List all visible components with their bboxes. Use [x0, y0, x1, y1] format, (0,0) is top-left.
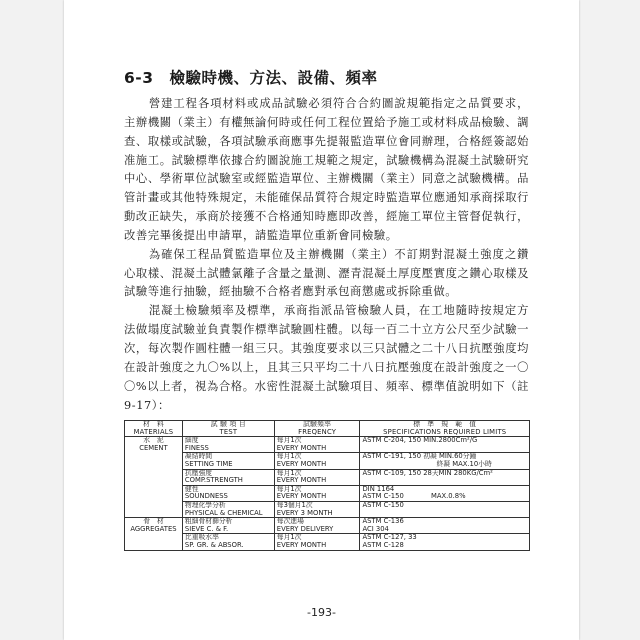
- header-test: 試 驗 項 目 TEST: [182, 421, 274, 437]
- paragraph-3: 混凝土檢驗頻率及標準，承商指派品管檢驗人員，在工地隨時按規定方法做塌度試驗並負責製作標準試驗圓柱體。以每一百二十立方公尺至少試驗一次，每次製作圓柱體一組三只。其強度要求以三只試體之二十八日抗壓強度均在設計強度之九〇%以上，且其三只平均二十八日抗壓強度在設計強度之一〇〇%以上者，視為合格。水密性混凝土試驗項目、頻率、標準值說明如下（註9-17）：: [124, 304, 529, 412]
- frequency-cell: 每次進場 EVERY DELIVERY: [274, 518, 360, 534]
- body-text: [124, 95, 529, 415]
- test-cell: 物理化學分析 PHYSICAL & CHEMICAL: [182, 501, 274, 517]
- table-row: [125, 453, 530, 469]
- material-cement: 水 泥 CEMENT: [125, 437, 183, 518]
- table-header-row: [125, 421, 530, 437]
- spec-cell: ASTM C-150: [360, 501, 530, 517]
- page-number: -193-: [307, 606, 336, 619]
- header-frequency: 試驗頻率 FREQENCY: [274, 421, 360, 437]
- test-cell: 抗壓強度 COMP.STRENGTH: [182, 469, 274, 485]
- test-cell: 比重吸水率 SP. GR. & ABSOR.: [182, 534, 274, 550]
- document-page: [64, 0, 579, 640]
- section-heading: 6-3 檢驗時機、方法、設備、頻率: [124, 69, 378, 87]
- spec-cell: ASTM C-136 ACI 304: [360, 518, 530, 534]
- table-row: [125, 501, 530, 517]
- frequency-cell: 每月1次 EVERY MONTH: [274, 469, 360, 485]
- test-cell: 健性 SOUNDNESS: [182, 485, 274, 501]
- table-row: [125, 485, 530, 501]
- frequency-cell: 每3個月1次 EVERY 3 MONTH: [274, 501, 360, 517]
- material-aggregates: 骨 材 AGGREGATES: [125, 518, 183, 550]
- frequency-cell: 每月1次 EVERY MONTH: [274, 453, 360, 469]
- test-cell: 粗細骨材篩分析 SIEVE C. & F.: [182, 518, 274, 534]
- frequency-cell: 每月1次 EVERY MONTH: [274, 437, 360, 453]
- spec-cell: DIN 1164 ASTM C-150 MAX.0.8%: [360, 485, 530, 501]
- paragraph-1: 營建工程各項材料或成品試驗必須符合合約圖說規範指定之品質要求，主辦機關（業主）有權無論何時或任何工程位置給予施工或材料成品檢驗、調查、取樣或試驗，各項試驗承商應事先提報監造單位會同辦理，合格經簽認始准施工。試驗標準依據合約圖說施工規範之規定，試驗機構為混凝土試驗研究中心、學術單位試驗室或經監造單位、主辦機關（業主）同意之試驗機構。品管計畫或其他特殊規定，未能確保品質符合規定時監造單位應通知承商採取行動改正缺失，承商於接獲不合格通知時應即改善，經施工單位主管督促執行，改善完畢後提出申請單，請監造單位重新會同檢驗。: [124, 97, 529, 242]
- spec-cell: ASTM C-127, 33 ASTM C-128: [360, 534, 530, 550]
- header-materials: 材 料 MATERIALS: [125, 421, 183, 437]
- spec-cell: ASTM C-191, 150 初凝 MIN.60分鐘 終凝 MAX.10小時: [360, 453, 530, 469]
- table-row: [125, 518, 530, 534]
- paragraph-2: 為確保工程品質監造單位及主辦機關（業主）不訂期對混凝土強度之鑽心取樣、混凝土試體氯離子含量之量測、瀝青混凝土厚度壓實度之鑽心取樣及試驗等進行抽驗，經抽驗不合格者應對承包商懲處或拆除重做。: [124, 247, 529, 299]
- table-row: [125, 534, 530, 550]
- frequency-cell: 每月1次 EVERY MONTH: [274, 534, 360, 550]
- header-specifications: 標 準 規 範 值 SPECIFICATIONS REQUIRED LIMITS: [360, 421, 530, 437]
- frequency-cell: 每月1次 EVERY MONTH: [274, 485, 360, 501]
- test-cell: 凝結時間 SETTING TIME: [182, 453, 274, 469]
- spec-cell: ASTM C-204, 150 MIN.2800Cm²/G: [360, 437, 530, 453]
- test-cell: 細度 FINESS: [182, 437, 274, 453]
- table-row: [125, 469, 530, 485]
- spec-cell: ASTM C-109, 150 28天MIN 280KG/Cm²: [360, 469, 530, 485]
- test-frequency-table: [124, 420, 530, 551]
- table-row: [125, 437, 530, 453]
